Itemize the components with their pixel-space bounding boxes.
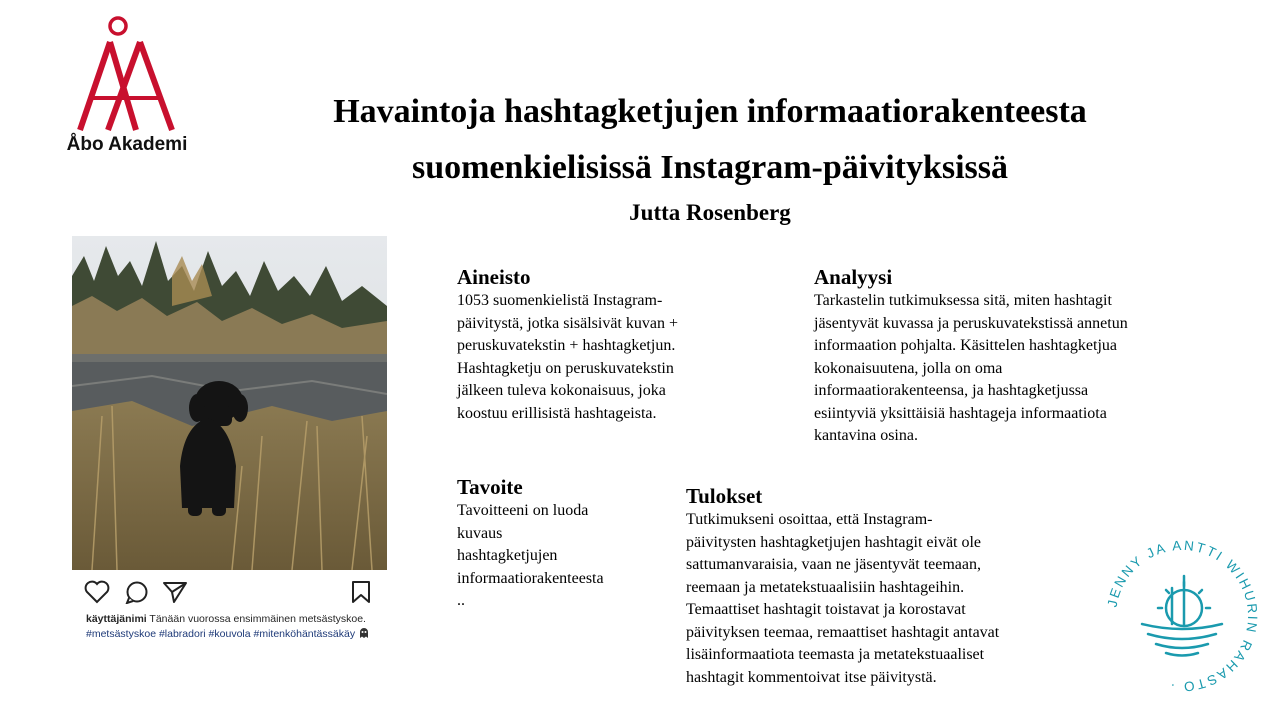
analyysi-line: informaation pohjalta. Käsittelen hashtagketjua: [814, 337, 1118, 354]
aineisto-line: koostuu erillisistä hashtageista.: [457, 404, 657, 422]
title-line-1: Havaintoja hashtagketjujen informaatiorakenteesta: [333, 93, 1087, 130]
bookmark-icon[interactable]: [350, 580, 372, 604]
abo-akademi-logo: [62, 14, 192, 159]
tulokset-line: päivityksen teemaa, remaattiset hashtagit antavat: [686, 623, 1000, 641]
analyysi-line: kokonaisuutena, jolla on oma: [814, 359, 1003, 377]
instagram-actions: [84, 580, 384, 606]
title-line-2: suomenkielisissä Instagram-päivityksissä: [411, 149, 1009, 186]
aineisto-line: Hashtagketju on peruskuvatekstin: [457, 359, 674, 377]
analyysi-line: esiintyviä yksittäisiä hashtageja informaatiota: [814, 404, 1107, 422]
wihuri-fund-logo: [1102, 536, 1262, 696]
wihuri-fund-emblem: [1102, 536, 1262, 696]
tavoite-body: [457, 500, 637, 613]
author-name: Jutta Rosenberg: [629, 200, 791, 225]
tulokset-body: [686, 509, 1066, 689]
ghost-emoji-icon: [358, 627, 370, 639]
tavoite-line: kuvaus: [457, 524, 503, 542]
instagram-caption: [86, 612, 386, 642]
post-caption-text: Tänään vuorossa ensimmäinen metsästyskoe.: [146, 613, 366, 625]
aineisto-body: [457, 290, 732, 425]
tulokset-line: päivitysten hashtagketjujen hashtagit eivät ole: [686, 533, 982, 551]
instagram-photo: [72, 236, 387, 570]
comment-icon[interactable]: [124, 580, 150, 604]
section-aineisto: [457, 264, 732, 425]
tavoite-heading: Tavoite: [457, 475, 523, 499]
section-tavoite: [457, 474, 637, 613]
section-analyysi: [814, 264, 1194, 448]
section-tulokset: [686, 483, 1066, 689]
aineisto-line: 1053 suomenkielistä Instagram-: [457, 292, 663, 309]
like-heart-icon[interactable]: [84, 580, 110, 604]
analyysi-line: informaatiorakenteensa, ja hashtagketjussa: [814, 382, 1089, 399]
fund-ring-text: [1105, 538, 1261, 694]
aineisto-line: jälkeen tuleva kokonaisuus, joka: [457, 382, 666, 399]
aineisto-line: peruskuvatekstin + hashtagketjun.: [457, 337, 676, 354]
analyysi-heading: Analyysi: [814, 265, 893, 289]
tulokset-line: hashtagit kommentoivat itse päivitystä.: [686, 668, 937, 686]
post-hashtags[interactable]: #metsästyskoe #labradori #kouvola #mitenköhäntässäkäy: [86, 628, 356, 640]
abo-akademi-emblem: [72, 14, 182, 132]
tavoite-line: hashtagketjujen: [457, 547, 558, 564]
share-send-icon[interactable]: [162, 580, 188, 604]
logo-wordmark: Åbo Akademi: [66, 134, 188, 155]
tavoite-line: Tavoitteeni on luoda: [457, 502, 589, 519]
fund-ring-textpath: JENNY JA ANTTI WIHURIN RAHASTO ·: [1104, 537, 1261, 695]
aineisto-line: päivitystä, jotka sisälsivät kuvan +: [457, 314, 678, 332]
tulokset-line: Tutkimukseni osoittaa, että Instagram-: [686, 511, 933, 528]
analyysi-line: kantavina osina.: [814, 427, 918, 444]
tavoite-line: informaatiorakenteesta: [457, 569, 604, 587]
tulokset-line: reemaan ja metatekstuaalisiin hashtageihin.: [686, 578, 965, 596]
tulokset-heading: Tulokset: [686, 484, 763, 508]
analyysi-body: [814, 290, 1194, 448]
poster-title: [250, 84, 1170, 196]
post-username[interactable]: käyttäjänimi: [86, 613, 147, 625]
analyysi-line: Tarkastelin tutkimuksessa sitä, miten hashtagit: [814, 292, 1112, 309]
dog-by-lake-photo: [72, 236, 387, 570]
aineisto-heading: Aineisto: [457, 265, 531, 289]
tavoite-line: ..: [457, 592, 465, 609]
tulokset-line: sattumanvaraisia, vaan ne jäsentyvät teemaan,: [686, 556, 981, 573]
analyysi-line: jäsentyvät kuvassa ja peruskuvatekstissä annetun: [814, 314, 1128, 332]
tulokset-line: Temaattiset hashtagit toistavat ja korostavat: [686, 601, 966, 618]
tulokset-line: lisäinformaatiota teemasta ja metatekstuaaliset: [686, 646, 985, 663]
